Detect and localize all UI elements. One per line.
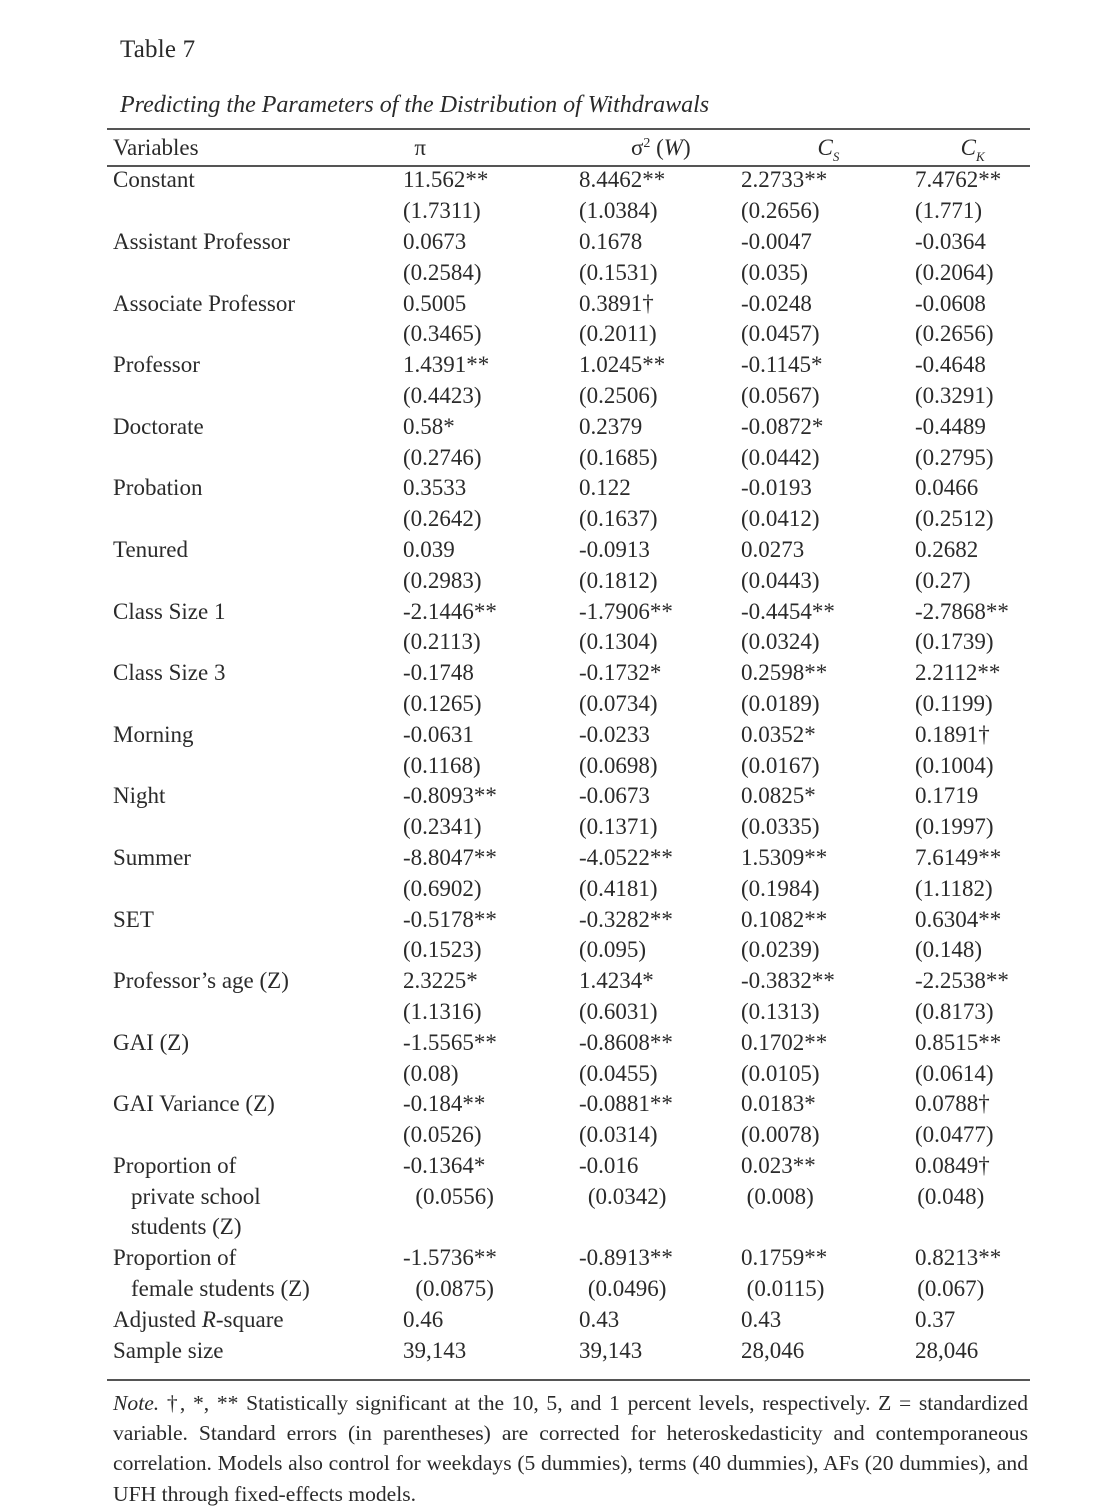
- coefficient-cell: -2.2538**: [915, 968, 1009, 994]
- sample-size-value: 28,046: [915, 1337, 979, 1363]
- label-text: -square: [215, 1306, 284, 1332]
- standard-error-cell: (0.0314): [579, 1122, 658, 1148]
- row-label: Proportion of: [113, 1245, 237, 1271]
- r-square-value: 0.43: [741, 1306, 782, 1332]
- table-row-continued: [113, 442, 1030, 473]
- row-label: Associate Professor: [113, 290, 296, 316]
- row-label: Sample size: [113, 1337, 224, 1363]
- table-row: [113, 535, 1030, 566]
- row-label: GAI (Z): [113, 1029, 189, 1055]
- coefficient-cell: 0.5005: [403, 290, 467, 316]
- standard-error-cell: (0.0412): [741, 506, 820, 532]
- standard-error-cell: (0.0078): [741, 1122, 820, 1148]
- coefficient-cell: -2.7868**: [915, 598, 1009, 624]
- table-row: [113, 1151, 1030, 1182]
- standard-error-cell: (0.2795): [915, 444, 994, 470]
- cs-subscript: S: [832, 149, 840, 164]
- standard-error-cell: (0.1997): [915, 814, 994, 840]
- standard-error-cell: (0.1531): [579, 259, 658, 285]
- coefficient-cell: -0.1145*: [741, 352, 823, 378]
- header-variables: Variables: [113, 135, 199, 160]
- coefficient-cell: 7.4762**: [915, 167, 1002, 193]
- table-row-continued: [113, 504, 1030, 535]
- table-note: [113, 1388, 1028, 1509]
- standard-error-cell: (1.0384): [579, 198, 658, 224]
- standard-error-cell: (0.1265): [403, 690, 482, 716]
- coefficient-cell: -2.1446**: [403, 598, 497, 624]
- table-row-continued: [113, 1120, 1030, 1151]
- cs-base: C: [817, 135, 833, 160]
- table-row: [113, 1089, 1030, 1120]
- table-row-continued: [113, 689, 1030, 720]
- coefficient-cell: 0.58*: [403, 413, 455, 439]
- sigma-paren-close: ): [682, 135, 691, 160]
- regression-table: [113, 131, 1030, 1366]
- standard-error-cell: (0.0324): [741, 629, 820, 655]
- standard-error-cell: (0.2584): [403, 259, 482, 285]
- table-row: [113, 227, 1030, 258]
- standard-error-cell: (0.0105): [741, 1060, 820, 1086]
- header-cs: [742, 135, 916, 164]
- table-row: [113, 658, 1030, 689]
- table-row: [113, 719, 1030, 750]
- sample-size-row: [113, 1335, 1030, 1366]
- table-row: [113, 473, 1030, 504]
- table-row-continued: [113, 565, 1030, 596]
- standard-error-cell: (0.095): [579, 937, 647, 963]
- row-label: Doctorate: [113, 413, 204, 439]
- standard-error-cell: (0.1984): [741, 875, 820, 901]
- standard-error-cell: (0.2113): [403, 629, 481, 655]
- table-row: [113, 411, 1030, 442]
- row-label: Morning: [113, 721, 194, 747]
- standard-error-cell: (1.7311): [403, 198, 481, 224]
- coefficient-cell: 0.1891†: [915, 721, 990, 747]
- table-row: [113, 904, 1030, 935]
- table-row-continued: [113, 257, 1030, 288]
- standard-error-cell: (0.0614): [915, 1060, 994, 1086]
- row-label: Probation: [113, 475, 203, 501]
- standard-error-cell: (0.27): [915, 567, 971, 593]
- table-row-continued: [113, 935, 1030, 966]
- coefficient-cell: 0.8213**: [915, 1245, 1002, 1271]
- header-pi: [402, 135, 580, 161]
- coefficient-cell: 8.4462**: [579, 167, 666, 193]
- standard-error-cell: (0.1004): [915, 752, 994, 778]
- table-row-continued: [113, 750, 1030, 781]
- coefficient-cell: -0.8913**: [579, 1245, 673, 1271]
- coefficient-cell: -0.4454**: [741, 598, 835, 624]
- standard-error-cell: (0.1168): [403, 752, 481, 778]
- pi-symbol: π: [414, 135, 426, 160]
- coefficient-cell: -0.0881**: [579, 1091, 673, 1117]
- coefficient-cell: -8.8047**: [403, 844, 497, 870]
- coefficient-cell: 0.0273: [741, 536, 805, 562]
- sigma-symbol: σ: [630, 135, 644, 160]
- coefficient-cell: 0.2682: [915, 536, 979, 562]
- sample-size-value: 28,046: [741, 1337, 805, 1363]
- standard-error-cell: (1.771): [915, 198, 983, 224]
- sample-size-value: 39,143: [579, 1337, 643, 1363]
- coefficient-cell: 0.0466: [915, 475, 979, 501]
- row-label: Professor’s age (Z): [113, 968, 289, 994]
- standard-error-cell: (0.2506): [579, 382, 658, 408]
- standard-error-cell: (0.4181): [579, 875, 658, 901]
- coefficient-cell: 0.1719: [915, 783, 979, 809]
- row-label: Constant: [113, 167, 195, 193]
- adjusted-r-square-row: [113, 1304, 1030, 1335]
- standard-error-cell: (0.1523): [403, 937, 482, 963]
- sigma-w: W: [663, 135, 683, 160]
- coefficient-cell: -0.0248: [741, 290, 812, 316]
- coefficient-cell: 0.0352*: [741, 721, 816, 747]
- standard-error-cell: (0.008): [746, 1183, 814, 1209]
- standard-error-cell: (0.08): [403, 1060, 459, 1086]
- coefficient-cell: -0.3832**: [741, 968, 835, 994]
- standard-error-cell: (0.1304): [579, 629, 658, 655]
- table-row: [113, 596, 1030, 627]
- row-label: Night: [113, 783, 166, 809]
- coefficient-cell: -0.0233: [579, 721, 650, 747]
- table-row-continued: [113, 627, 1030, 658]
- coefficient-cell: 0.6304**: [915, 906, 1002, 932]
- standard-error-cell: (0.0335): [741, 814, 820, 840]
- r-square-value: 0.43: [579, 1306, 620, 1332]
- row-label: Class Size 1: [113, 598, 226, 624]
- standard-error-cell: (0.2656): [741, 198, 820, 224]
- standard-error-cell: (0.2983): [403, 567, 482, 593]
- standard-error-cell: (0.2011): [579, 321, 657, 347]
- coefficient-cell: -0.4489: [915, 413, 986, 439]
- row-label: Class Size 3: [113, 660, 226, 686]
- table-row-continued: [113, 319, 1030, 350]
- coefficient-cell: 2.3225*: [403, 968, 478, 994]
- coefficient-cell: 1.5309**: [741, 844, 828, 870]
- table-caption: Predicting the Parameters of the Distribution of Withdrawals: [120, 92, 710, 118]
- standard-error-cell: (0.0496): [587, 1276, 667, 1302]
- coefficient-cell: -0.0913: [579, 536, 650, 562]
- standard-error-cell: (0.0567): [741, 382, 820, 408]
- standard-error-cell: (0.2656): [915, 321, 994, 347]
- standard-error-cell: (0.0556): [415, 1183, 494, 1209]
- table-row: [113, 1027, 1030, 1058]
- coefficient-cell: 0.3891†: [579, 290, 654, 316]
- standard-error-cell: (0.2512): [915, 506, 994, 532]
- standard-error-cell: (0.1371): [579, 814, 658, 840]
- table-row-continued: [113, 1058, 1030, 1089]
- standard-error-cell: (0.067): [917, 1276, 985, 1302]
- coefficient-cell: -0.8093**: [403, 783, 497, 809]
- table-row-continued: [113, 196, 1030, 227]
- coefficient-cell: 0.1678: [579, 228, 643, 254]
- coefficient-cell: 11.562**: [403, 167, 489, 193]
- standard-error-cell: (0.0189): [741, 690, 820, 716]
- standard-error-cell: (0.1313): [741, 998, 820, 1024]
- standard-error-cell: (0.0443): [741, 567, 820, 593]
- table-body: [113, 165, 1030, 1366]
- row-label: Proportion of: [113, 1152, 237, 1178]
- row-label: [113, 1307, 403, 1333]
- coefficient-cell: 1.4391**: [403, 352, 490, 378]
- coefficient-cell: -0.1732*: [579, 660, 662, 686]
- standard-error-cell: (0.1637): [579, 506, 658, 532]
- standard-error-cell: (0.0875): [415, 1276, 494, 1302]
- table-row: [113, 288, 1030, 319]
- coefficient-cell: -0.0673: [579, 783, 650, 809]
- coefficient-cell: -1.5736**: [403, 1245, 497, 1271]
- standard-error-cell: (1.1316): [403, 998, 482, 1024]
- coefficient-cell: 0.0673: [403, 228, 467, 254]
- table-row-continued: [113, 812, 1030, 843]
- standard-error-cell: (0.2642): [403, 506, 482, 532]
- table-row: [113, 350, 1030, 381]
- coefficient-cell: 0.0849†: [915, 1152, 990, 1178]
- table-row-continued: [113, 997, 1030, 1028]
- label-text: Adjusted: [113, 1306, 202, 1332]
- standard-error-cell: (0.0526): [403, 1122, 482, 1148]
- header-sigma-w: [580, 135, 742, 161]
- row-label: Professor: [113, 352, 200, 378]
- table-row-continued: [113, 381, 1030, 412]
- coefficient-cell: 0.023**: [741, 1152, 816, 1178]
- table-row: [113, 843, 1030, 874]
- standard-error-cell: (0.2746): [403, 444, 482, 470]
- sigma-superscript: 2: [643, 136, 651, 151]
- table-row: [113, 165, 1030, 196]
- top-rule: [107, 128, 1030, 130]
- table-row: [113, 1243, 1030, 1274]
- coefficient-cell: -0.0631: [403, 721, 474, 747]
- coefficient-cell: -0.1364*: [403, 1152, 486, 1178]
- standard-error-cell: (0.035): [741, 259, 809, 285]
- coefficient-cell: 0.0825*: [741, 783, 816, 809]
- coefficient-cell: -0.0608: [915, 290, 986, 316]
- table-number: Table 7: [120, 36, 196, 63]
- table-row-continued: [113, 1274, 1030, 1305]
- coefficient-cell: 0.1082**: [741, 906, 828, 932]
- standard-error-cell: (0.2341): [403, 814, 482, 840]
- table-row-continued: [113, 1181, 1030, 1212]
- coefficient-cell: 0.0183*: [741, 1091, 816, 1117]
- coefficient-cell: 2.2112**: [915, 660, 1001, 686]
- coefficient-cell: -0.3282**: [579, 906, 673, 932]
- note-text: †, *, ** Statistically significant at the 10, 5, and 1 percent levels, respectively. Z = standardized variable. Standard errors (in parentheses) are corrected for heteroskedasticity and contemporaneous correlation. Models also control for weekdays (5 dummies), terms (40 dummies), AFs (20 dummies), and UFH through fixed-effects models.: [113, 1391, 1028, 1506]
- standard-error-cell: (0.0239): [741, 937, 820, 963]
- coefficient-cell: -0.0193: [741, 475, 812, 501]
- note-label: Note.: [113, 1391, 160, 1415]
- coefficient-cell: 0.039: [403, 536, 455, 562]
- standard-error-cell: (1.1182): [915, 875, 993, 901]
- standard-error-cell: (0.0167): [741, 752, 820, 778]
- standard-error-cell: (0.0442): [741, 444, 820, 470]
- standard-error-cell: (0.0457): [741, 321, 820, 347]
- table-row: [113, 966, 1030, 997]
- r-square-value: 0.37: [915, 1306, 956, 1332]
- coefficient-cell: -0.5178**: [403, 906, 497, 932]
- ck-base: C: [960, 135, 976, 160]
- row-label: Summer: [113, 844, 191, 870]
- standard-error-cell: (0.0477): [915, 1122, 994, 1148]
- coefficient-cell: -1.7906**: [579, 598, 673, 624]
- coefficient-cell: -1.5565**: [403, 1029, 497, 1055]
- coefficient-cell: 0.1759**: [741, 1245, 828, 1271]
- sigma-paren-open: (: [650, 135, 664, 160]
- standard-error-cell: (0.4423): [403, 382, 482, 408]
- table-header-row: [113, 131, 1030, 165]
- coefficient-cell: -4.0522**: [579, 844, 673, 870]
- coefficient-cell: 7.6149**: [915, 844, 1002, 870]
- standard-error-cell: (0.2064): [915, 259, 994, 285]
- coefficient-cell: -0.0872*: [741, 413, 824, 439]
- row-label: GAI Variance (Z): [113, 1091, 275, 1117]
- standard-error-cell: (0.3465): [403, 321, 482, 347]
- coefficient-cell: 0.2379: [579, 413, 643, 439]
- row-label: Assistant Professor: [113, 228, 290, 254]
- coefficient-cell: 0.8515**: [915, 1029, 1002, 1055]
- row-label: students (Z): [131, 1214, 242, 1240]
- standard-error-cell: (0.6902): [403, 875, 482, 901]
- coefficient-cell: -0.016: [579, 1152, 639, 1178]
- coefficient-cell: 0.2598**: [741, 660, 828, 686]
- coefficient-cell: -0.4648: [915, 352, 986, 378]
- standard-error-cell: (0.6031): [579, 998, 658, 1024]
- row-label: SET: [113, 906, 154, 932]
- standard-error-cell: (0.1199): [915, 690, 993, 716]
- coefficient-cell: 0.3533: [403, 475, 467, 501]
- coefficient-cell: 2.2733**: [741, 167, 828, 193]
- standard-error-cell: (0.048): [917, 1183, 985, 1209]
- table-row-continued: [113, 873, 1030, 904]
- r-square-value: 0.46: [403, 1306, 444, 1332]
- standard-error-cell: (0.8173): [915, 998, 994, 1024]
- coefficient-cell: 0.122: [579, 475, 631, 501]
- row-label: Tenured: [113, 536, 189, 562]
- label-r-italic: R: [201, 1306, 216, 1332]
- coefficient-cell: 0.0788†: [915, 1091, 990, 1117]
- standard-error-cell: (0.0115): [746, 1276, 825, 1302]
- coefficient-cell: 1.4234*: [579, 968, 654, 994]
- ck-subscript: K: [975, 149, 985, 164]
- header-ck: [915, 135, 1030, 164]
- coefficient-cell: -0.0047: [741, 228, 812, 254]
- bottom-rule: [107, 1379, 1030, 1381]
- standard-error-cell: (0.0455): [579, 1060, 658, 1086]
- table-row: [113, 781, 1030, 812]
- standard-error-cell: (0.1685): [579, 444, 658, 470]
- coefficient-cell: 0.1702**: [741, 1029, 828, 1055]
- standard-error-cell: (0.148): [915, 937, 983, 963]
- table-row-continued: [113, 1212, 1030, 1243]
- sample-size-value: 39,143: [403, 1337, 467, 1363]
- standard-error-cell: (0.1739): [915, 629, 994, 655]
- standard-error-cell: (0.3291): [915, 382, 994, 408]
- standard-error-cell: (0.0734): [579, 690, 658, 716]
- standard-error-cell: (0.0698): [579, 752, 658, 778]
- row-label: private school: [131, 1183, 261, 1209]
- standard-error-cell: (0.1812): [579, 567, 658, 593]
- coefficient-cell: 1.0245**: [579, 352, 666, 378]
- row-label: female students (Z): [131, 1276, 310, 1302]
- coefficient-cell: -0.1748: [403, 660, 474, 686]
- standard-error-cell: (0.0342): [587, 1183, 667, 1209]
- coefficient-cell: -0.0364: [915, 228, 986, 254]
- coefficient-cell: -0.8608**: [579, 1029, 673, 1055]
- coefficient-cell: -0.184**: [403, 1091, 486, 1117]
